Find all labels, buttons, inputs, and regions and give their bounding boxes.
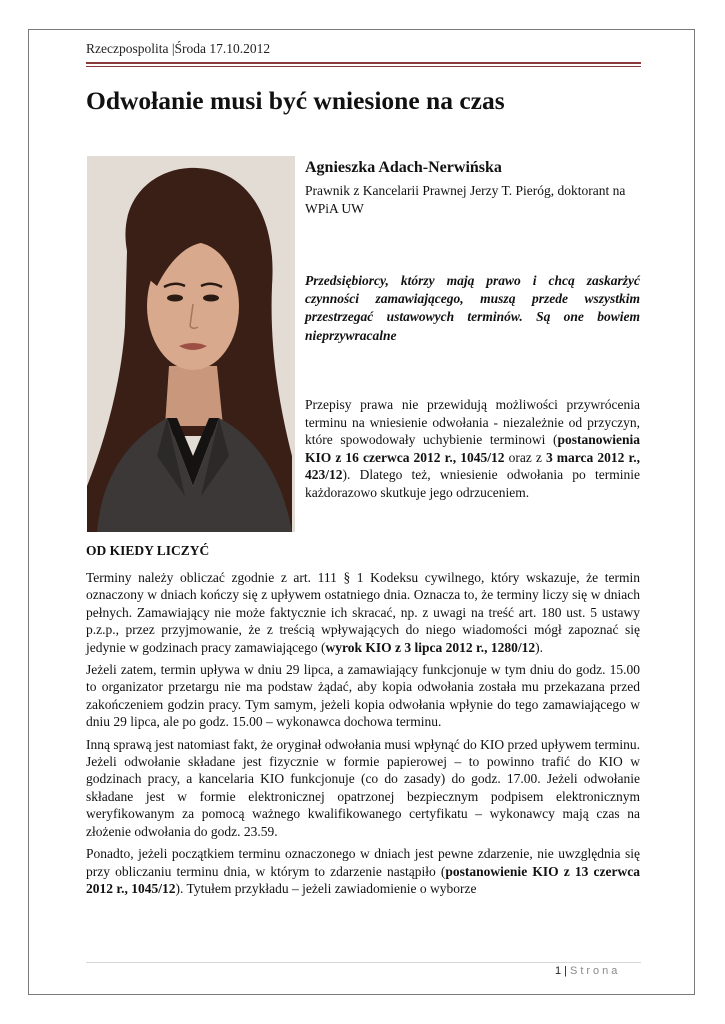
page-footer (555, 965, 620, 977)
intro-citation: 3 marca 2012 r., 423/12 (305, 449, 640, 483)
page-number: 1 (555, 965, 562, 977)
lead-paragraph: Przedsiębiorcy, którzy mają prawo i chcą zaskarżyć czynności zamawiającego, muszą przede wszystkim przestrzegać ustawowych terminów. Są one bowiem nieprzywracalne (305, 273, 640, 343)
section-heading: OD KIEDY LICZYĆ (86, 543, 210, 558)
body-paragraph: Inną sprawą jest natomiast fakt, że oryginał odwołania musi wpłynąć do KIO przed upływem terminu. Jeżeli odwołanie składane jest fizycznie w formie papierowej – to powinno trafić do KIO w godzinach pracy, a kancelaria KIO funkcjonuje (co do zasady) do godz. 17.00. Jeżeli odwołanie składane jest w formie elektronicznej opatrzonej bezpiecznym podpisem elektronicznym weryfikowanym za pomocą ważnego kwalifikowanego certyfikatu – wykonawcy mają czas na złożenie odwołania do godz. 23.59. (86, 736, 640, 839)
intro-citation: postanowienia KIO z 16 czerwca 2012 r., 1045/12 (305, 432, 640, 465)
footer-rule (86, 962, 641, 963)
header-publication: Rzeczpospolita |Środa 17.10.2012 (86, 41, 271, 56)
article-title: Odwołanie musi być wniesione na czas (86, 86, 505, 115)
body-text: Ponadto, jeżeli początkiem terminu oznaczonego w dniach jest pewne zdarzenie, nie uwzględnia się przy obliczaniu terminu dnia, w którym to zdarzenie nastąpiło ( (86, 846, 640, 879)
body-paragraph (86, 845, 640, 897)
intro-text: Przepisy prawa nie przewidują możliwości przywrócenia terminu na wniesienie odwołania - niezależnie od przyczyn, które spowodowały uchybienie terminowi ( (305, 397, 640, 448)
author-photo (87, 156, 295, 532)
body-paragraph: Jeżeli zatem, termin upływa w dniu 29 lipca, a zamawiający funkcjonuje w tym dniu do godz. 15.00 to organizator przetargu nie ma podstaw żądać, aby kopia odwołania została mu przekazana przed zakończeniem godzin pracy. Tym samym, jeżeli kopia odwołania wpłynie do tego zamawiającego w dniu 29 lipca, ale po godz. 15.00 – wykonawca dochowa terminu. (86, 662, 640, 730)
intro-text: oraz z (504, 449, 546, 465)
page-label: Strona (569, 965, 621, 977)
body-text: ). (535, 639, 544, 655)
body-citation: postanowienie KIO z 13 czerwca 2012 r., 1045/12 (86, 863, 641, 896)
header-rule-thin (86, 66, 641, 67)
intro-paragraph (305, 396, 640, 502)
author-name: Agnieszka Adach-Nerwińska (305, 159, 502, 176)
article-body (86, 569, 640, 902)
footer-separator: | (564, 965, 567, 977)
body-citation: wyrok KIO z 3 lipca 2012 r., 1280/12 (325, 639, 536, 655)
intro-text: ). Dlatego też, wniesienie odwołania po terminie każdorazowo skutkuje jego odrzuceniem. (305, 467, 640, 500)
body-paragraph (86, 569, 640, 656)
body-text: ). Tytułem przykładu – jeżeli zawiadomienie o wyborze (175, 880, 477, 896)
header-rule (86, 62, 641, 64)
body-text: Terminy należy obliczać zgodnie z art. 111 § 1 Kodeksu cywilnego, który wskazuje, że termin oznaczony w dniach kończy się z upływem ostatniego dnia. Oznacza to, że terminy liczy się w dniach pełnych. Zamawiający nie może faktycznie ich skracać, np. z uwagi na treść art. 180 ust. 5 ustawy p.z.p., przez przyjmowanie, że z treścią wpływających do niego wiadomości mógł zapoznać się jedynie w godzinach pracy zamawiającego ( (86, 570, 640, 655)
author-description: Prawnik z Kancelarii Prawnej Jerzy T. Pieróg, doktorant na WPiA UW (305, 183, 626, 216)
